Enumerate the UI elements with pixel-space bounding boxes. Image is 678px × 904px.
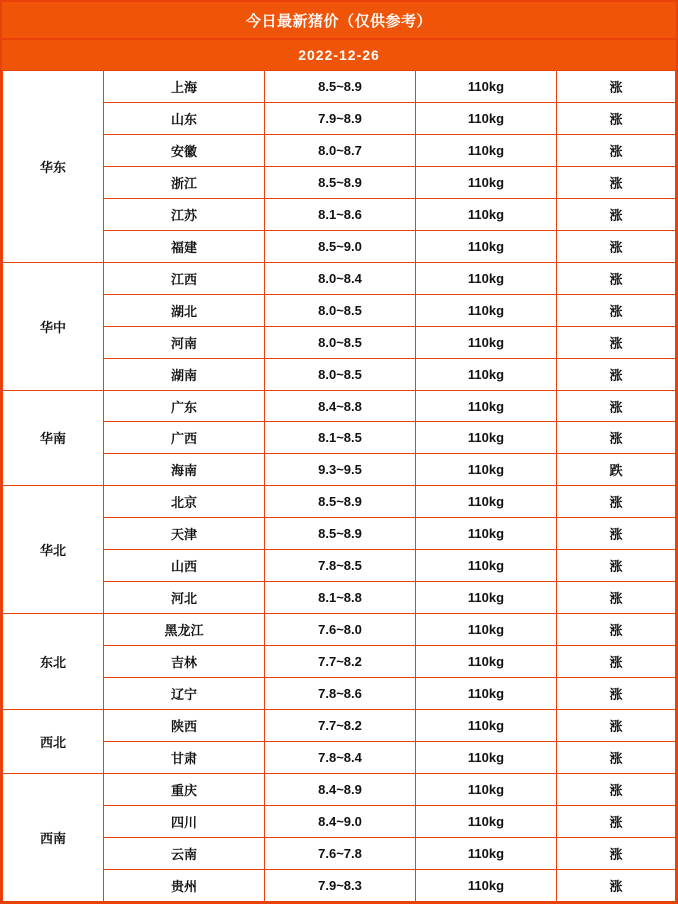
province-cell: 广西 [104,422,265,454]
table-row [3,805,676,837]
weight-cell: 110kg [416,582,557,614]
weight-cell: 110kg [416,422,557,454]
price-cell: 8.5~8.9 [265,486,416,518]
weight-cell: 110kg [416,390,557,422]
price-cell: 8.5~8.9 [265,518,416,550]
province-cell: 黑龙江 [104,614,265,646]
province-cell: 福建 [104,230,265,262]
province-cell: 安徽 [104,134,265,166]
table-row [3,550,676,582]
table-row [3,742,676,774]
price-cell: 7.9~8.3 [265,869,416,901]
price-cell: 8.5~9.0 [265,230,416,262]
table-row [3,102,676,134]
table-row [3,582,676,614]
price-cell: 7.7~8.2 [265,646,416,678]
weight-cell: 110kg [416,262,557,294]
weight-cell: 110kg [416,294,557,326]
weight-cell: 110kg [416,614,557,646]
weight-cell: 110kg [416,358,557,390]
table-row [3,262,676,294]
weight-cell: 110kg [416,71,557,103]
trend-cell: 涨 [557,678,676,710]
table-row [3,358,676,390]
price-cell: 8.0~8.5 [265,358,416,390]
price-cell: 7.8~8.5 [265,550,416,582]
trend-cell: 涨 [557,358,676,390]
price-cell: 7.9~8.9 [265,102,416,134]
table-row [3,294,676,326]
table-row [3,454,676,486]
weight-cell: 110kg [416,550,557,582]
weight-cell: 110kg [416,198,557,230]
trend-cell: 涨 [557,518,676,550]
province-cell: 辽宁 [104,678,265,710]
region-cell: 华南 [3,390,104,486]
price-cell: 8.0~8.5 [265,326,416,358]
region-cell: 华东 [3,71,104,263]
province-cell: 浙江 [104,166,265,198]
trend-cell: 涨 [557,294,676,326]
weight-cell: 110kg [416,166,557,198]
weight-cell: 110kg [416,869,557,901]
price-cell: 7.6~8.0 [265,614,416,646]
price-cell: 8.5~8.9 [265,166,416,198]
trend-cell: 涨 [557,230,676,262]
province-cell: 湖南 [104,358,265,390]
weight-cell: 110kg [416,102,557,134]
price-cell: 8.0~8.7 [265,134,416,166]
weight-cell: 110kg [416,710,557,742]
trend-cell: 涨 [557,869,676,901]
table-row [3,678,676,710]
region-cell: 西南 [3,773,104,901]
region-cell: 西北 [3,710,104,774]
table-row [3,134,676,166]
weight-cell: 110kg [416,646,557,678]
trend-cell: 涨 [557,837,676,869]
trend-cell: 涨 [557,102,676,134]
price-cell: 8.0~8.4 [265,262,416,294]
page-title: 今日最新猪价（仅供参考） [2,2,676,40]
province-cell: 贵州 [104,869,265,901]
price-cell: 8.1~8.6 [265,198,416,230]
province-cell: 四川 [104,805,265,837]
weight-cell: 110kg [416,773,557,805]
table-row [3,837,676,869]
weight-cell: 110kg [416,326,557,358]
province-cell: 江西 [104,262,265,294]
province-cell: 山东 [104,102,265,134]
province-cell: 陕西 [104,710,265,742]
trend-cell: 涨 [557,198,676,230]
trend-cell: 涨 [557,805,676,837]
trend-cell: 涨 [557,773,676,805]
table-row [3,518,676,550]
price-table-body [3,71,676,902]
table-row [3,390,676,422]
weight-cell: 110kg [416,805,557,837]
trend-cell: 涨 [557,390,676,422]
price-cell: 7.6~7.8 [265,837,416,869]
trend-cell: 涨 [557,71,676,103]
trend-cell: 跌 [557,454,676,486]
trend-cell: 涨 [557,742,676,774]
price-cell: 8.5~8.9 [265,71,416,103]
price-table [2,70,676,902]
table-row [3,614,676,646]
price-cell: 8.4~8.9 [265,773,416,805]
price-cell: 8.4~9.0 [265,805,416,837]
trend-cell: 涨 [557,582,676,614]
province-cell: 北京 [104,486,265,518]
region-cell: 华北 [3,486,104,614]
province-cell: 云南 [104,837,265,869]
trend-cell: 涨 [557,134,676,166]
trend-cell: 涨 [557,614,676,646]
trend-cell: 涨 [557,550,676,582]
trend-cell: 涨 [557,646,676,678]
price-cell: 8.4~8.8 [265,390,416,422]
trend-cell: 涨 [557,262,676,294]
province-cell: 吉林 [104,646,265,678]
province-cell: 广东 [104,390,265,422]
weight-cell: 110kg [416,742,557,774]
table-row [3,869,676,901]
province-cell: 山西 [104,550,265,582]
trend-cell: 涨 [557,166,676,198]
province-cell: 甘肃 [104,742,265,774]
province-cell: 上海 [104,71,265,103]
weight-cell: 110kg [416,837,557,869]
trend-cell: 涨 [557,486,676,518]
trend-cell: 涨 [557,422,676,454]
table-row [3,198,676,230]
trend-cell: 涨 [557,326,676,358]
weight-cell: 110kg [416,678,557,710]
province-cell: 海南 [104,454,265,486]
region-cell: 华中 [3,262,104,390]
table-row [3,773,676,805]
price-cell: 7.8~8.4 [265,742,416,774]
weight-cell: 110kg [416,454,557,486]
province-cell: 江苏 [104,198,265,230]
price-cell: 8.0~8.5 [265,294,416,326]
table-row [3,422,676,454]
price-cell: 8.1~8.8 [265,582,416,614]
price-cell: 7.8~8.6 [265,678,416,710]
province-cell: 湖北 [104,294,265,326]
table-row [3,646,676,678]
table-row [3,230,676,262]
weight-cell: 110kg [416,230,557,262]
weight-cell: 110kg [416,518,557,550]
province-cell: 天津 [104,518,265,550]
region-cell: 东北 [3,614,104,710]
table-row [3,166,676,198]
report-date: 2022-12-26 [2,40,676,70]
province-cell: 河北 [104,582,265,614]
price-cell: 7.7~8.2 [265,710,416,742]
table-row [3,486,676,518]
price-cell: 8.1~8.5 [265,422,416,454]
province-cell: 河南 [104,326,265,358]
province-cell: 重庆 [104,773,265,805]
trend-cell: 涨 [557,710,676,742]
weight-cell: 110kg [416,134,557,166]
table-row [3,71,676,103]
table-row [3,326,676,358]
price-cell: 9.3~9.5 [265,454,416,486]
weight-cell: 110kg [416,486,557,518]
table-row [3,710,676,742]
